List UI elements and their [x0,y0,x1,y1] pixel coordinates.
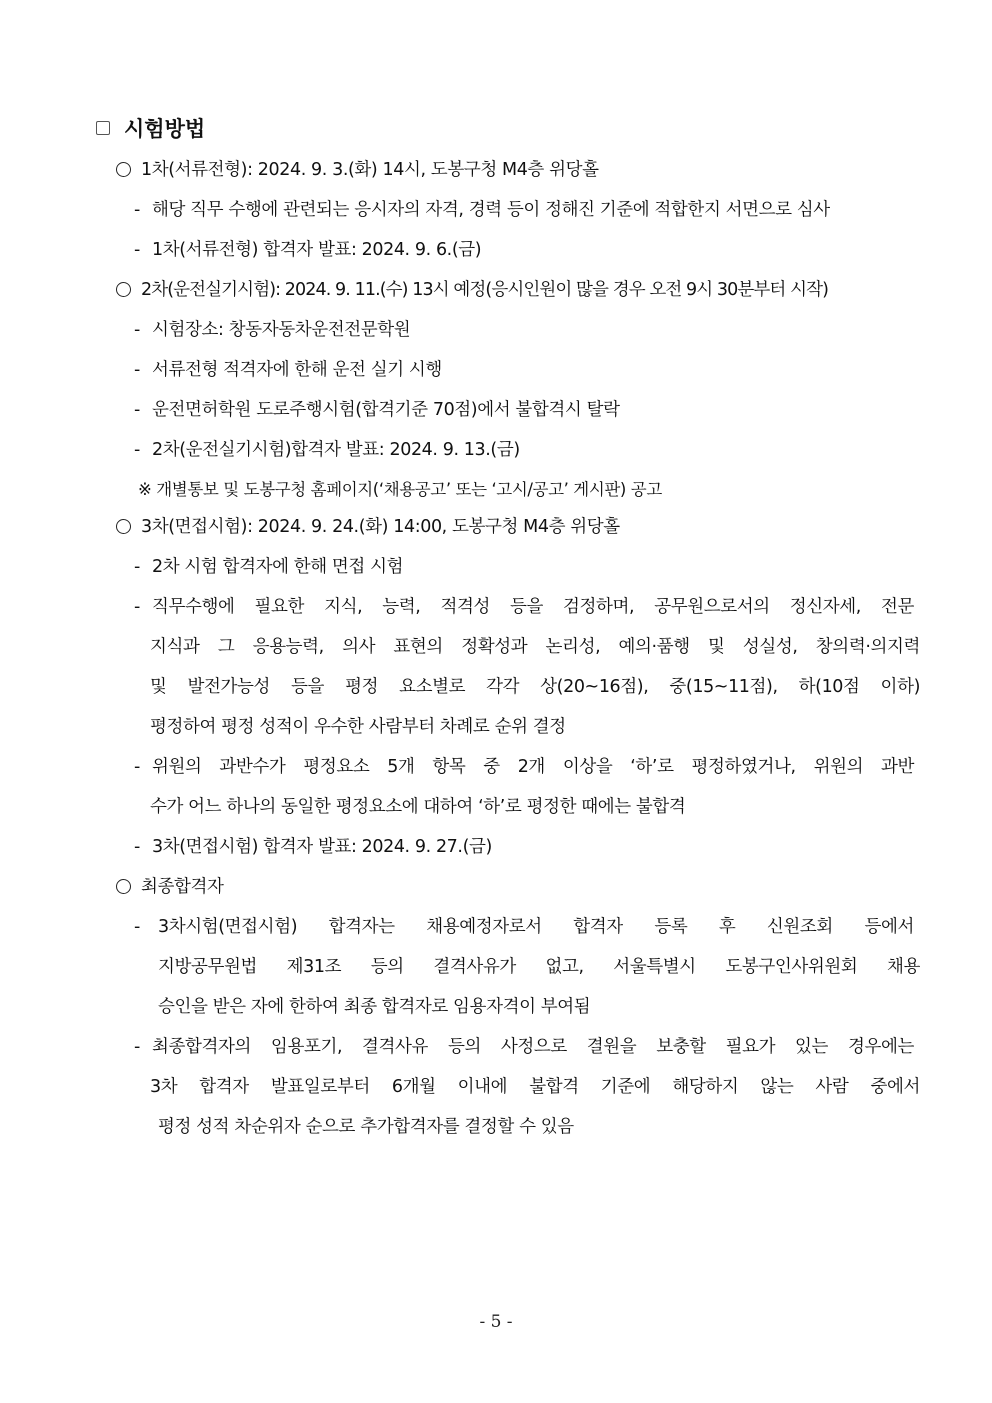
final-additional: - 최종합격자의 임용포기, 결격사유 등의 사정으로 결원을 보충할 필요가 있는 경우에는 [134,1037,914,1057]
stage-2-item: - 운전면허학원 도로주행시험(합격기준 70점)에서 불합격시 탈락 [134,400,620,420]
stage-3-fail-rule: - 위원의 과반수가 평정요소 5개 항목 중 2개 이상을 ‘하’로 평정하였거나, 위원의 과반 [134,757,914,777]
section-heading [96,113,205,143]
stage-1-item: - 1차(서류전형) 합격자 발표: 2024. 9. 6.(금) [134,240,482,260]
dash-bullet: - [134,837,140,857]
dash-bullet: - [134,597,140,617]
dash-bullet: - [134,757,140,777]
final-additional-cont: 3차 합격자 발표일로부터 6개월 이내에 불합격 기준에 해당하지 않는 사람 중에서 [150,1077,920,1097]
final-rule: - 3차시험(면접시험) 합격자는 채용예정자로서 합격자 등록 후 신원조회 등에서 [134,917,914,937]
checkbox-square-icon [96,121,110,135]
final-rule-cont: 지방공무원법 제31조 등의 결격사유가 없고, 서울특별시 도봉구인사위원회 채용 [158,957,920,977]
dash-bullet: - [134,400,140,420]
final-additional-cont: 평정 성적 차순위자 순으로 추가합격자를 결정할 수 있음 [158,1117,574,1137]
final-rule-cont: 승인을 받은 자에 한하여 최종 합격자로 임용자격이 부여됨 [158,997,591,1017]
stage-3-fail-rule-cont: 수가 어느 하나의 동일한 평정요소에 대하여 ‘하’로 평정한 때에는 불합격 [150,797,686,817]
circle-bullet-icon [116,879,131,894]
circle-bullet-icon [116,162,131,177]
stage-3-criteria: - 직무수행에 필요한 지식, 능력, 적격성 등을 검정하며, 공무원으로서의 정신자세, 전문 [134,597,914,617]
dash-bullet: - [134,240,140,260]
circle-bullet-icon [116,282,131,297]
dash-bullet: - [134,1037,140,1057]
stage-3-criteria-cont: 및 발전가능성 등을 평정 요소별로 각각 상(20~16점), 중(15~11점), 하(10점 이하) [150,677,920,697]
stage-2-title: 2차(운전실기시험): 2024. 9. 11.(수) 13시 예정(응시인원이 많을 경우 오전 9시 30분부터 시작) [116,278,828,302]
stage-2-item: - 2차(운전실기시험)합격자 발표: 2024. 9. 13.(금) [134,440,520,460]
stage-2-note: ※ 개별통보 및 도봉구청 홈페이지(‘채용공고’ 또는 ‘고시/공고’ 게시판) 공고 [138,480,662,499]
stage-2-item: - 서류전형 적격자에 한해 운전 실기 시행 [134,360,442,380]
dash-bullet: - [134,200,140,220]
dash-bullet: - [134,557,140,577]
stage-3-criteria-cont: 평정하여 평정 성적이 우수한 사람부터 차례로 순위 결정 [150,717,566,737]
stage-3-item: - 2차 시험 합격자에 한해 면접 시험 [134,557,404,577]
section-title: 시험방법 [124,117,206,141]
dash-bullet: - [134,320,140,340]
stage-3-criteria-cont: 지식과 그 응용능력, 의사 표현의 정확성과 논리성, 예의·품행 및 성실성, 창의력·의지력 [150,637,920,657]
page-number: - 5 - [479,1312,513,1332]
dash-bullet: - [134,440,140,460]
stage-2-item: - 시험장소: 창동자동차운전전문학원 [134,320,411,340]
stage-3-title: 3차(면접시험): 2024. 9. 24.(화) 14:00, 도봉구청 M4층 위당홀 [116,515,620,539]
final-title: 최종합격자 [116,875,224,899]
stage-3-announcement: - 3차(면접시험) 합격자 발표: 2024. 9. 27.(금) [134,837,492,857]
dash-bullet: - [134,360,140,380]
stage-1-item: - 해당 직무 수행에 관련되는 응시자의 자격, 경력 등이 정해진 기준에 적합한지 서면으로 심사 [134,200,830,220]
dash-bullet: - [134,917,140,937]
circle-bullet-icon [116,519,131,534]
stage-1-title: 1차(서류전형): 2024. 9. 3.(화) 14시, 도봉구청 M4층 위당홀 [116,158,599,182]
